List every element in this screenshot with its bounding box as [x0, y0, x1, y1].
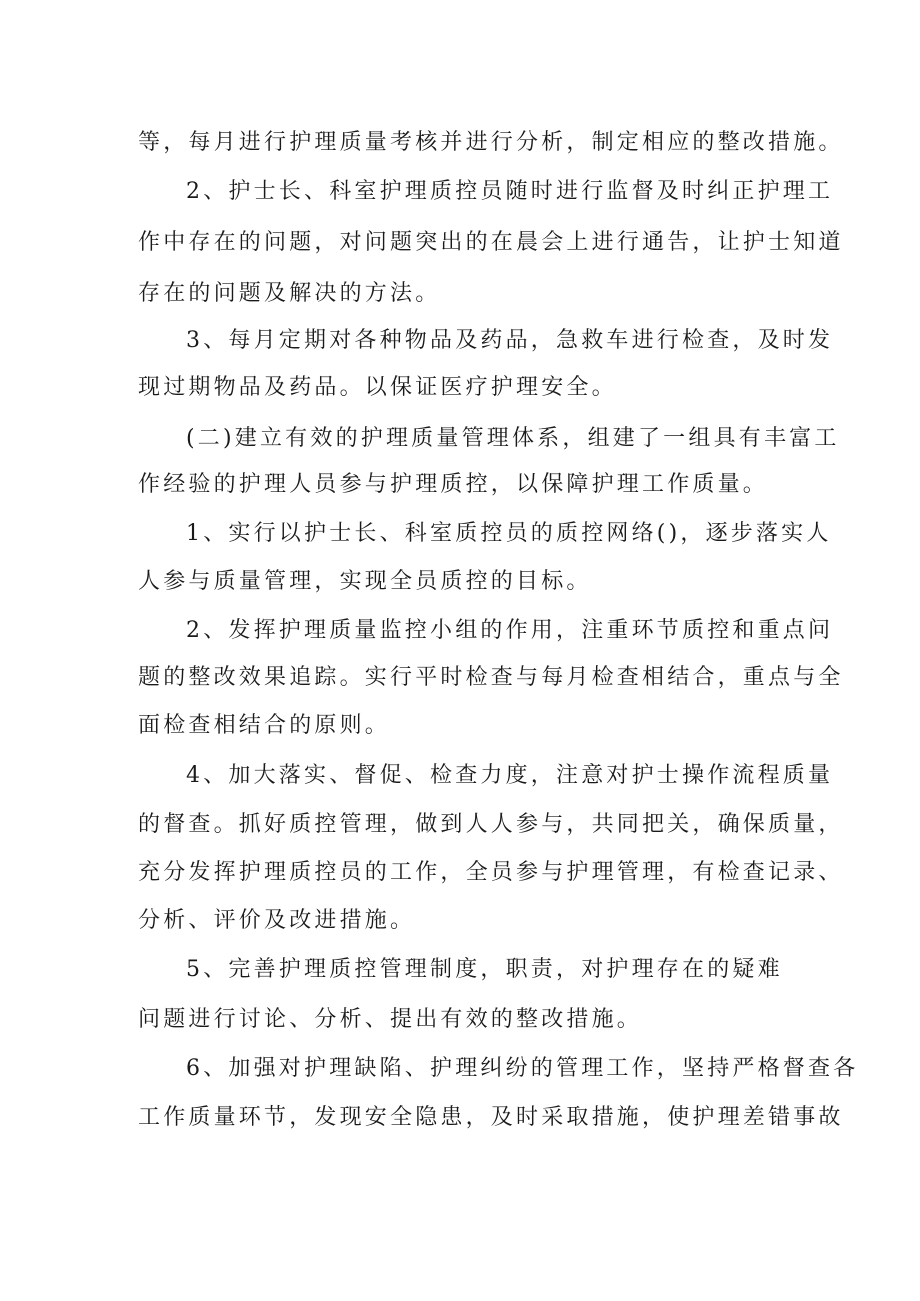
text-line: 作经验的护理人员参与护理质控，以保障护理工作质量。 — [138, 472, 769, 497]
text-line: 分析、评价及改进措施。 — [138, 908, 416, 933]
text-line: 4、加大落实、督促、检查力度，注意对护士操作流程质量 — [186, 763, 834, 788]
text-line: 2、发挥护理质量监控小组的作用，注重环节质控和重点问 — [186, 618, 834, 643]
text-line: 5、完善护理质控管理制度，职责，对护理存在的疑难 — [186, 957, 783, 982]
text-line: 问题进行讨论、分析、提出有效的整改措施。 — [138, 1007, 643, 1032]
text-line: 充分发挥护理质控员的工作，全员参与护理管理，有检查记录、 — [138, 860, 844, 885]
text-line: 的督查。抓好质控管理，做到人人参与，共同把关，确保质量， — [138, 812, 844, 837]
text-line: 面检查相结合的原则。 — [138, 713, 391, 738]
text-line: 1、实行以护士长、科室质控员的质控网络()，逐步落实人 — [186, 521, 832, 546]
text-line: (二)建立有效的护理质量管理体系，组建了一组具有丰富工 — [186, 426, 840, 451]
text-line: 等，每月进行护理质量考核并进行分析，制定相应的整改措施。 — [138, 130, 844, 155]
text-line: 题的整改效果追踪。实行平时检查与每月检查相结合，重点与全 — [138, 665, 844, 690]
text-line: 6、加强对护理缺陷、护理纠纷的管理工作，坚持严格督查各 — [186, 1056, 859, 1081]
text-line: 人参与质量管理，实现全员质控的目标。 — [138, 569, 592, 594]
text-line: 现过期物品及药品。以保证医疗护理安全。 — [138, 375, 617, 400]
text-line: 作中存在的问题，对问题突出的在晨会上进行通告，让护士知道 — [138, 230, 844, 255]
text-line: 3、每月定期对各种物品及药品，急救车进行检查，及时发 — [186, 328, 834, 353]
text-line: 工作质量环节，发现安全隐患，及时采取措施，使护理差错事故 — [138, 1105, 844, 1130]
text-line: 2、护士长、科室护理质控员随时进行监督及时纠正护理工 — [186, 179, 834, 204]
text-line: 存在的问题及解决的方法。 — [138, 281, 441, 306]
